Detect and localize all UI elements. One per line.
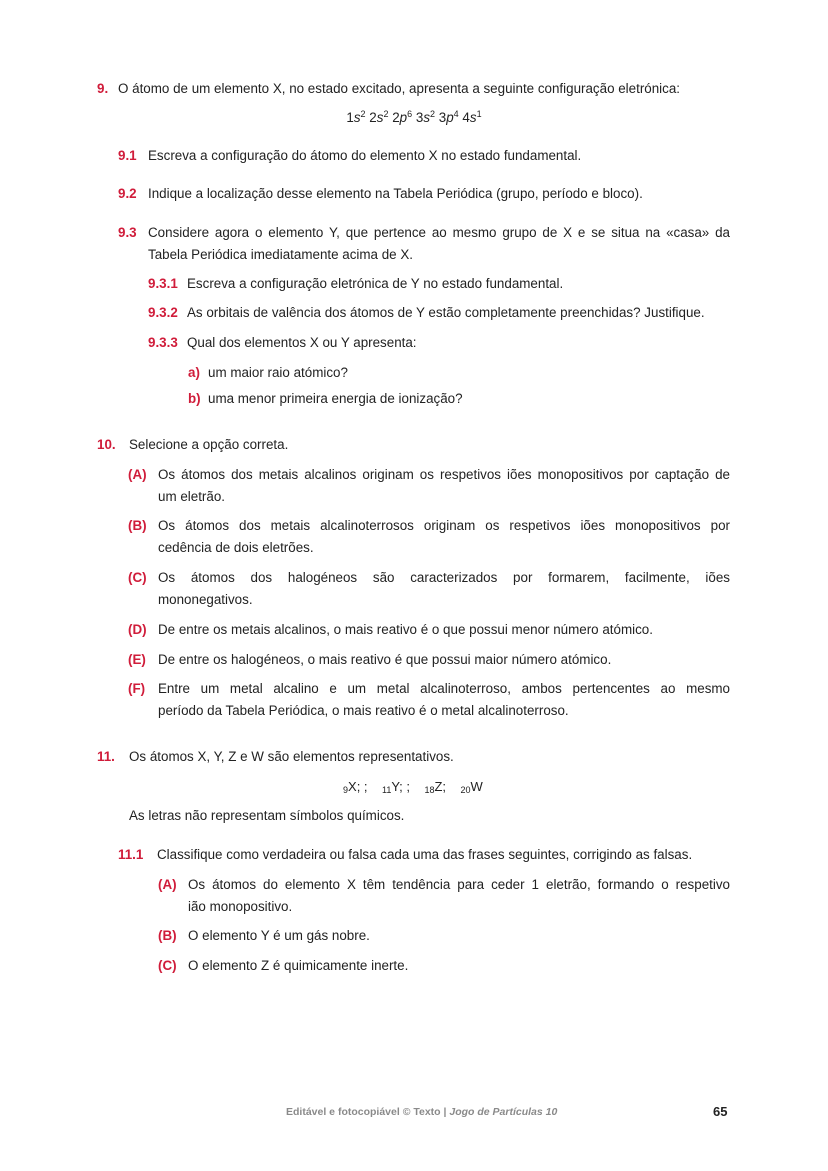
option-text: um maior raio atómico? xyxy=(208,365,348,380)
option-letter: (A) xyxy=(128,467,147,482)
question-number: 9. xyxy=(97,81,109,96)
option-text-line2: cedência de dois eletrões. xyxy=(158,540,314,555)
question-text: Selecione a opção correta. xyxy=(129,437,289,452)
subquestion-number: 9.1 xyxy=(118,148,137,163)
option-letter: (B) xyxy=(158,928,177,943)
option-text-line2: mononegativos. xyxy=(158,592,253,607)
question-text: Os átomos X, Y, Z e W são elementos representativos. xyxy=(129,749,454,764)
option-text-line1: Os átomos dos metais alcalinoterrosos originam os respetivos iões monopositivos por xyxy=(158,518,730,533)
element-w: $_{20}$W xyxy=(460,779,483,795)
element-y: $_{11}$Y; ; xyxy=(381,779,410,795)
question-number: 11. xyxy=(97,749,115,764)
option-text: O elemento Y é um gás nobre. xyxy=(188,928,370,943)
element-z: $_{18}$Z; xyxy=(424,779,447,795)
option-letter: (D) xyxy=(128,622,147,637)
subquestion-number: 9.2 xyxy=(118,186,137,201)
subquestion-text: Escreva a configuração do átomo do elemento X no estado fundamental. xyxy=(148,148,582,163)
element-x: $_9$X; ; xyxy=(343,779,368,795)
page-footer xyxy=(286,1106,557,1118)
element-list xyxy=(343,776,483,798)
option-letter: (E) xyxy=(128,652,146,667)
subquestion-number: 9.3.3 xyxy=(148,335,178,350)
subquestion-text: As orbitais de valência dos átomos de Y estão completamente preenchidas? Justifique. xyxy=(187,305,705,320)
option-text-line2: ião monopositivo. xyxy=(188,899,293,914)
option-letter: b) xyxy=(188,391,201,406)
subquestion-text-line2: Tabela Periódica imediatamente acima de X. xyxy=(148,247,413,262)
question-11-note: As letras não representam símbolos químicos. xyxy=(129,808,405,823)
config-term: $1s^2$ xyxy=(346,109,366,125)
option-text-line1: Os átomos do elemento X têm tendência para ceder 1 eletrão, formando o respetivo xyxy=(188,877,730,892)
subquestion-text: Classifique como verdadeira ou falsa cada uma das frases seguintes, corrigindo as falsas. xyxy=(157,847,693,862)
option-letter: (B) xyxy=(128,518,147,533)
config-term: $3p^4$ xyxy=(438,109,459,125)
subquestion-number: 9.3.2 xyxy=(148,305,178,320)
subquestion-number: 9.3.1 xyxy=(148,276,178,291)
option-text-line1: Os átomos dos metais alcalinos originam os respetivos iões monopositivos por captação de xyxy=(158,467,730,482)
option-letter: (F) xyxy=(128,681,146,696)
option-text: De entre os metais alcalinos, o mais reativo é o que possui menor número atómico. xyxy=(158,622,653,637)
question-number: 10. xyxy=(97,437,116,452)
option-text-line1: Entre um metal alcalino e um metal alcalinoterroso, ambos pertencentes ao mesmo xyxy=(158,681,730,696)
subquestion-text: Escreva a configuração eletrónica de Y no estado fundamental. xyxy=(187,276,564,291)
option-text-line2: um eletrão. xyxy=(158,489,225,504)
option-text: uma menor primeira energia de ionização? xyxy=(208,391,463,406)
config-term: $4s^1$ xyxy=(462,109,482,125)
question-text: O átomo de um elemento X, no estado excitado, apresenta a seguinte configuração eletrónica: xyxy=(118,81,681,96)
config-term: $2p^6$ xyxy=(392,109,413,125)
option-text: O elemento Z é quimicamente inerte. xyxy=(188,958,409,973)
option-letter: a) xyxy=(188,365,200,380)
option-text: De entre os halogéneos, o mais reativo é que possui maior número atómico. xyxy=(158,652,612,667)
footer-copyright: Editável e fotocopiável © Texto | xyxy=(286,1106,450,1118)
subquestion-text: Indique a localização desse elemento na Tabela Periódica (grupo, período e bloco). xyxy=(148,186,643,201)
subquestion-number: 11.1 xyxy=(118,847,144,862)
option-letter: (A) xyxy=(158,877,177,892)
footer-book-title: Jogo de Partículas 10 xyxy=(449,1106,558,1118)
option-text-line2: período da Tabela Periódica, o mais reativo é o metal alcalinoterroso. xyxy=(158,703,569,718)
subquestion-number: 9.3 xyxy=(118,225,137,240)
option-text-line1: Os átomos dos halogéneos são caracterizados por formarem, facilmente, iões xyxy=(158,570,730,585)
page-number: 65 xyxy=(713,1104,728,1119)
config-term: $3s^2$ xyxy=(415,109,436,125)
electron-configuration xyxy=(0,107,828,129)
option-letter: (C) xyxy=(158,958,177,973)
subquestion-text-line1: Considere agora o elemento Y, que pertence ao mesmo grupo de X e se situa na «casa» da xyxy=(148,225,730,240)
subquestion-text: Qual dos elementos X ou Y apresenta: xyxy=(187,335,417,350)
option-letter: (C) xyxy=(128,570,147,585)
config-term: $2s^2$ xyxy=(369,109,389,125)
